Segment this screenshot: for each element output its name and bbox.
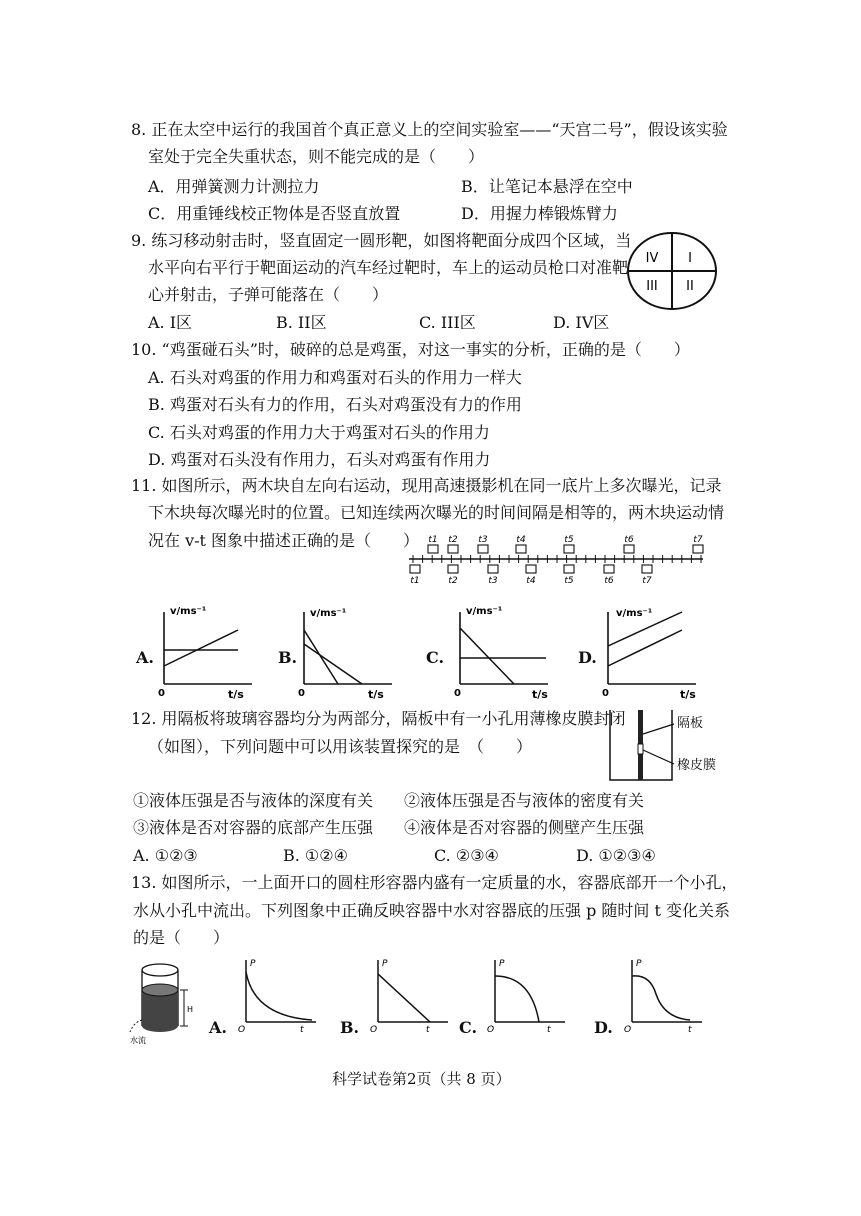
rubber-membrane [638, 744, 643, 754]
page-footer: 科学试卷第2页（共 8 页） [332, 1070, 511, 1088]
q12-option-c[interactable]: C. ②③④ [434, 846, 499, 865]
q10-option-c[interactable]: C. 石头对鸡蛋的作用力大于鸡蛋对石头的作用力 [148, 423, 490, 442]
top-block-5 [564, 545, 574, 553]
origin-label: 0 [602, 688, 609, 699]
q10-option-a[interactable]: A. 石头对鸡蛋的作用力和鸡蛋对石头的作用力一样大 [148, 368, 522, 387]
q8-option-b[interactable]: B．让笔记本悬浮在空中 [461, 177, 633, 196]
water-stream [130, 1020, 142, 1032]
bottom-time-label-6: t6 [604, 576, 614, 586]
q8-stem-line2: 室处于完全失重状态，则不能完成的是（ ） [148, 147, 485, 166]
q12-item-4: ④液体是否对容器的侧壁产生压强 [404, 818, 645, 837]
x-axis-label: t [688, 1025, 692, 1035]
q13-stem-line3: 的是（ ） [133, 928, 230, 947]
bottom-time-label-4: t4 [526, 576, 536, 586]
top-block-4 [516, 545, 526, 553]
x-axis-label: t [426, 1025, 430, 1035]
q13-cylinder-figure [130, 960, 205, 1045]
q12-stem-line2: （如图），下列问题中可以用该装置探究的是 （ ） [148, 737, 533, 756]
top-block-1 [428, 545, 438, 553]
q8-option-c[interactable]: C．用重锤线校正物体是否竖直放置 [148, 204, 401, 223]
bottom-time-label-7: t7 [642, 576, 652, 586]
target-label-ii: II [686, 279, 694, 294]
bottom-block-3 [488, 565, 498, 573]
x-axis-label: t/s [680, 688, 696, 701]
q11-graph-c[interactable] [448, 604, 558, 700]
decreasing-line-1 [304, 630, 338, 684]
linear-decrease-line [378, 974, 430, 1022]
q9-target-figure [626, 231, 718, 311]
top-time-label-6: t6 [624, 535, 634, 545]
q12-option-a[interactable]: A. ①②③ [133, 846, 198, 865]
decreasing-line-2 [304, 644, 362, 684]
origin-label: O [370, 1025, 378, 1035]
concave-decay-curve [246, 972, 312, 1020]
q9-option-d[interactable]: D. IV区 [553, 313, 610, 332]
q9-option-b[interactable]: B. II区 [276, 313, 327, 332]
q11-stem-line3: 况在 v-t 图象中描述正确的是（ ） [148, 531, 420, 550]
q9-stem-line2: 水平向右平行于靶面运动的汽车经过靶时，车上的运动员枪口对准靶 [148, 258, 629, 277]
origin-label: O [487, 1025, 495, 1035]
q10-option-d[interactable]: D. 鸡蛋对石头没有作用力，石头对鸡蛋有作用力 [148, 450, 491, 469]
q8-stem-line1: 8. 正在太空中运行的我国首个真正意义上的空间实验室——“天宫二号”，假设该实验 [131, 120, 728, 139]
s-shaped-curve [632, 976, 690, 1020]
bottom-block-2 [448, 565, 458, 573]
top-time-label-1: t1 [428, 535, 438, 545]
bottom-time-label-1: t1 [410, 576, 420, 586]
water-stream-label: 水流 [130, 1036, 146, 1045]
y-axis-label: P [499, 959, 505, 969]
y-axis-label: v/ms⁻¹ [170, 606, 207, 617]
target-label-iv: IV [645, 251, 659, 266]
bottom-block-5 [564, 565, 574, 573]
q11-graph-c-letter[interactable]: C. [426, 648, 445, 667]
x-axis-label: t/s [368, 688, 384, 701]
q13-graph-b[interactable] [368, 956, 454, 1034]
q12-item-3: ③液体是否对容器的底部产生压强 [133, 818, 374, 837]
q12-stem-line1: 12. 用隔板将玻璃容器均分为两部分，隔板中有一小孔用薄橡皮膜封闭 [131, 709, 626, 728]
q8-option-d[interactable]: D．用握力棒锻炼臂力 [461, 204, 618, 223]
cylinder-top [142, 964, 178, 976]
top-time-label-3: t3 [478, 535, 488, 545]
q12-item-1: ①液体压强是否与液体的深度有关 [133, 791, 374, 810]
q13-graph-d[interactable] [622, 956, 708, 1034]
increasing-line-2 [608, 630, 682, 666]
x-axis-label: t [300, 1025, 304, 1035]
q10-option-b[interactable]: B. 鸡蛋对石头有力的作用，石头对鸡蛋没有力的作用 [148, 395, 522, 414]
bottom-block-4 [526, 565, 536, 573]
q13-graph-d-letter[interactable]: D. [594, 1018, 613, 1037]
q11-graph-b-letter[interactable]: B. [278, 648, 298, 667]
q11-exposure-strip [405, 533, 705, 585]
bottom-time-label-2: t2 [448, 576, 458, 586]
q12-option-d[interactable]: D. ①②③④ [576, 846, 656, 865]
bottom-time-label-3: t3 [488, 576, 498, 586]
partition-pointer [643, 724, 674, 734]
membrane-label: 橡皮膜 [677, 758, 717, 773]
height-label: H [187, 1005, 194, 1014]
top-time-label-4: t4 [516, 535, 526, 545]
membrane-pointer [643, 750, 674, 764]
q11-stem-line2: 下木块每次曝光时的位置。已知连续两次曝光的时间间隔是相等的，两木块运动情 [148, 503, 725, 522]
increasing-line [164, 630, 238, 666]
top-block-7 [693, 545, 703, 553]
q11-graph-a[interactable] [152, 604, 262, 700]
origin-label: 0 [454, 688, 461, 699]
y-axis-label: P [636, 959, 642, 969]
top-block-3 [478, 545, 488, 553]
q13-graph-b-letter[interactable]: B. [340, 1018, 360, 1037]
x-axis-label: t/s [228, 688, 244, 701]
q11-graph-a-letter[interactable]: A. [136, 648, 154, 667]
decreasing-line [460, 628, 514, 684]
water-surface [142, 984, 178, 996]
q12-item-2: ②液体压强是否与液体的密度有关 [404, 791, 645, 810]
y-axis-label: v/ms⁻¹ [310, 608, 347, 619]
x-axis-label: t/s [532, 688, 548, 701]
y-axis-label: v/ms⁻¹ [616, 608, 653, 619]
q9-option-a[interactable]: A. I区 [148, 313, 193, 332]
q10-stem: 10. “鸡蛋碰石头”时，破碎的总是鸡蛋，对这一事实的分析，正确的是（ ） [131, 340, 690, 359]
q11-graph-b[interactable] [292, 604, 402, 700]
q13-stem-line2: 水从小孔中流出。下列图象中正确反映容器中水对容器底的压强 p 随时间 t 变化关系 [133, 901, 731, 920]
q13-graph-a[interactable] [236, 956, 322, 1034]
q12-option-b[interactable]: B. ①②④ [283, 846, 348, 865]
top-time-label-5: t5 [564, 535, 574, 545]
origin-label: 0 [158, 688, 165, 699]
partition-label: 隔板 [677, 716, 704, 731]
target-label-i: I [688, 251, 692, 266]
x-axis-label: t [547, 1025, 551, 1035]
top-time-label-2: t2 [448, 535, 458, 545]
q9-stem-line1: 9. 练习移动射击时，竖直固定一圆形靶，如图将靶面分成四个区域，当 [131, 231, 632, 250]
top-time-label-7: t7 [693, 535, 703, 545]
q11-stem-line1: 11. 如图所示，两木块自左向右运动，现用高速摄影机在同一底片上多次曝光，记录 [131, 476, 722, 495]
y-axis-label: P [382, 959, 388, 969]
bottom-block-6 [604, 565, 614, 573]
q13-stem-line1: 13. 如图所示，一上面开口的圆柱形容器内盛有一定质量的水，容器底部开一个小孔， [131, 873, 738, 892]
q9-stem-line3: 心并射击，子弹可能落在（ ） [148, 285, 389, 304]
top-block-6 [624, 545, 634, 553]
q11-graph-d[interactable] [596, 604, 706, 700]
bottom-block-1 [410, 565, 420, 573]
q9-option-c[interactable]: C. III区 [419, 313, 476, 332]
q8-option-a[interactable]: A．用弹簧测力计测拉力 [148, 177, 320, 196]
target-label-iii: III [646, 279, 658, 294]
bottom-time-label-5: t5 [564, 576, 574, 586]
q13-graph-c-letter[interactable]: C. [459, 1018, 478, 1037]
origin-label: O [238, 1025, 246, 1035]
y-axis-label: v/ms⁻¹ [466, 606, 503, 617]
q13-graph-c[interactable] [485, 956, 571, 1034]
y-axis-label: P [250, 959, 256, 969]
q11-graph-d-letter[interactable]: D. [578, 648, 597, 667]
q13-graph-a-letter[interactable]: A. [209, 1018, 227, 1037]
top-block-2 [448, 545, 458, 553]
origin-label: O [624, 1025, 632, 1035]
origin-label: 0 [298, 688, 305, 699]
convex-decay-curve [495, 976, 539, 1022]
bottom-block-7 [642, 565, 652, 573]
